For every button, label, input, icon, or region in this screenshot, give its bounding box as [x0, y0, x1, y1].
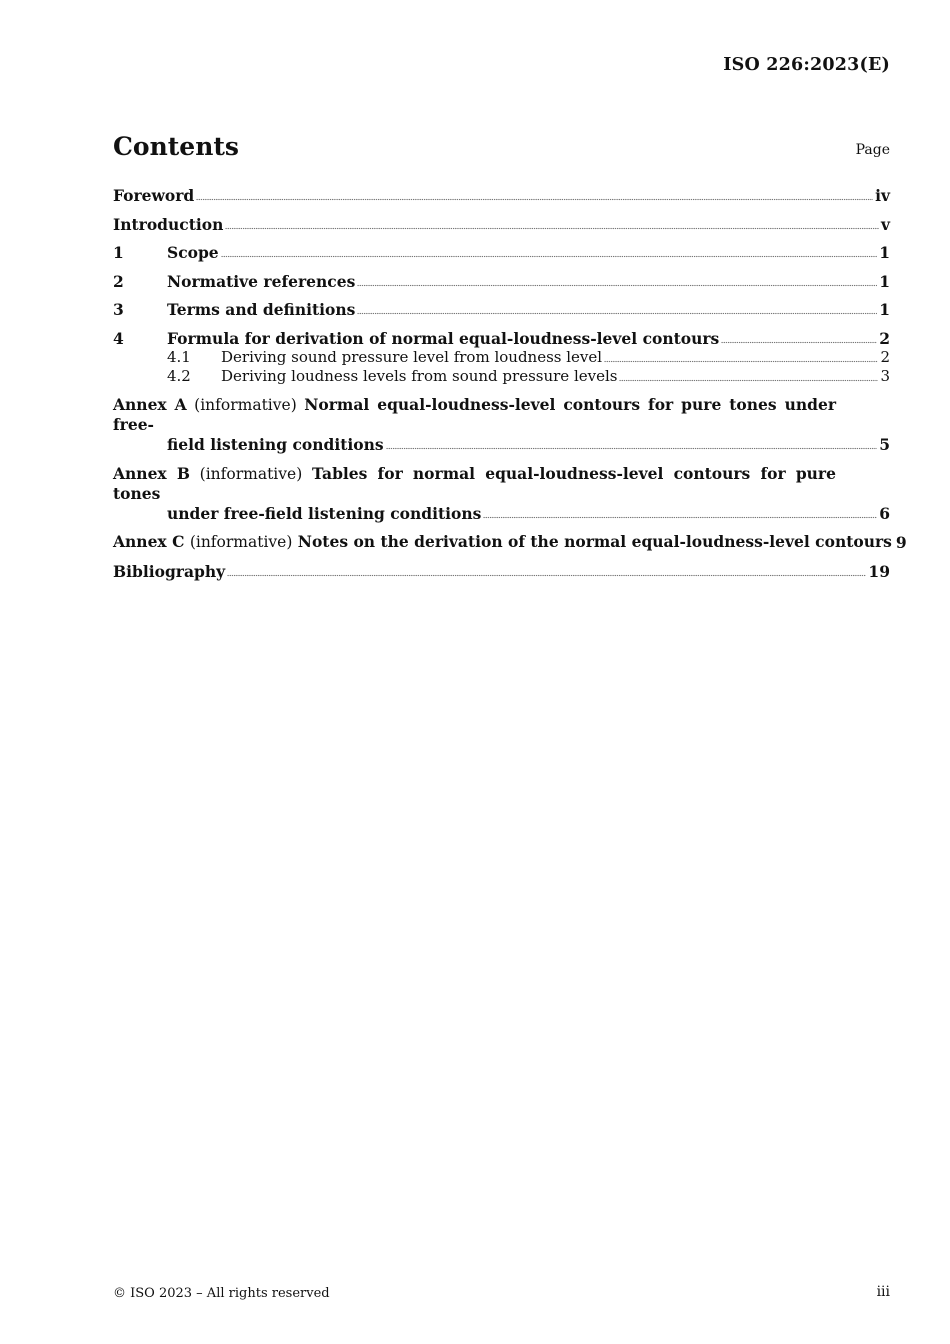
toc-entry-clause-2[interactable]: [113, 272, 890, 291]
toc-entry-annex-a[interactable]: [113, 395, 890, 454]
annex-second-line: [113, 504, 890, 523]
annex-title-line1: Tables for normal equal-loudness-level contours for pure tones: [113, 463, 836, 503]
toc-entry-title: Deriving sound pressure level from loudness level: [221, 347, 603, 366]
dot-leader: [604, 359, 878, 363]
toc-entry-annex-b[interactable]: [113, 464, 890, 523]
toc-entry-clause-4[interactable]: [113, 329, 890, 348]
annex-first-line: [113, 464, 890, 504]
toc-entry-page: 1: [879, 300, 890, 319]
dot-leader: [227, 573, 866, 577]
annex-title-line2: under free-field listening conditions: [167, 503, 482, 523]
toc-entry-foreword[interactable]: [113, 186, 890, 205]
dot-leader: [483, 515, 877, 519]
toc-entry-page: 2: [879, 328, 890, 348]
toc-entry-number: 4.1: [167, 347, 191, 366]
dot-leader: [619, 378, 878, 382]
toc-entry-title: Formula for derivation of normal equal-loudness-level contours: [167, 328, 720, 348]
annex-label: Annex B: [113, 463, 190, 483]
toc-entry-page: 1: [879, 271, 890, 291]
toc-entry-page: 1: [879, 243, 890, 262]
toc-entry-page: iv: [875, 186, 890, 205]
dot-leader: [357, 283, 877, 287]
annex-title-line2: field listening conditions: [167, 435, 384, 454]
toc-entry-number: 2: [113, 271, 124, 291]
toc-entry-page: 2: [880, 347, 890, 366]
dot-leader: [357, 311, 877, 315]
document-id: ISO 226:2023(E): [723, 55, 890, 75]
toc-entry-number: 4.2: [167, 366, 191, 385]
annex-type: (informative): [189, 533, 293, 551]
toc-entry-clause-3[interactable]: [113, 300, 890, 319]
contents-heading: Contents: [113, 132, 240, 161]
toc-entry-bibliography[interactable]: [113, 562, 890, 581]
footer-copyright: © ISO 2023 – All rights reserved: [113, 1286, 330, 1301]
toc-entry-page: v: [880, 214, 890, 234]
toc-entry-number: 1: [113, 243, 124, 262]
annex-title-line1: Normal equal-loudness-level contours for pure tones under free-: [113, 395, 836, 434]
toc-entry-page: 5: [879, 435, 890, 454]
toc-entry-page: 19: [868, 561, 890, 581]
footer-page-number: iii: [876, 1284, 890, 1300]
toc-entry-number: 3: [113, 300, 124, 319]
dot-leader: [225, 226, 879, 230]
annex-label: Annex C: [113, 532, 185, 551]
toc-entry-introduction[interactable]: [113, 215, 890, 234]
toc-entry-title: Scope: [167, 243, 219, 262]
toc-entry-title: Deriving loudness levels from sound pressure levels: [221, 366, 618, 385]
dot-leader: [721, 340, 877, 344]
toc-entry-page: 6: [879, 503, 890, 523]
table-of-contents: [113, 186, 907, 590]
toc-entry-title: Bibliography: [113, 561, 226, 581]
toc-entry-subclause-4-2[interactable]: [113, 367, 890, 386]
annex-label: Annex A: [113, 395, 187, 414]
toc-entry-title: Introduction: [113, 214, 224, 234]
toc-entry-annex-c[interactable]: [113, 532, 907, 552]
annex-type: (informative): [199, 464, 303, 483]
toc-entry-page: 3: [880, 366, 890, 385]
page-column-label: Page: [855, 142, 890, 158]
dot-leader: [386, 446, 878, 450]
annex-line: [113, 532, 892, 552]
toc-entry-page: 9: [895, 533, 907, 552]
dot-leader: [196, 197, 873, 201]
toc-entry-title: Terms and definitions: [167, 300, 356, 319]
toc-entry-title: Normative references: [167, 271, 356, 291]
toc-entry-clause-1[interactable]: [113, 243, 890, 262]
annex-type: (informative): [194, 396, 297, 414]
dot-leader: [221, 254, 878, 258]
toc-entry-number: 4: [113, 328, 124, 348]
toc-entry-title: Foreword: [113, 186, 195, 205]
toc-entry-subclause-4-1[interactable]: [113, 348, 890, 367]
annex-title: Notes on the derivation of the normal equal-loudness-level contours: [297, 532, 892, 551]
annex-first-line: [113, 395, 890, 435]
annex-second-line: [113, 435, 890, 454]
